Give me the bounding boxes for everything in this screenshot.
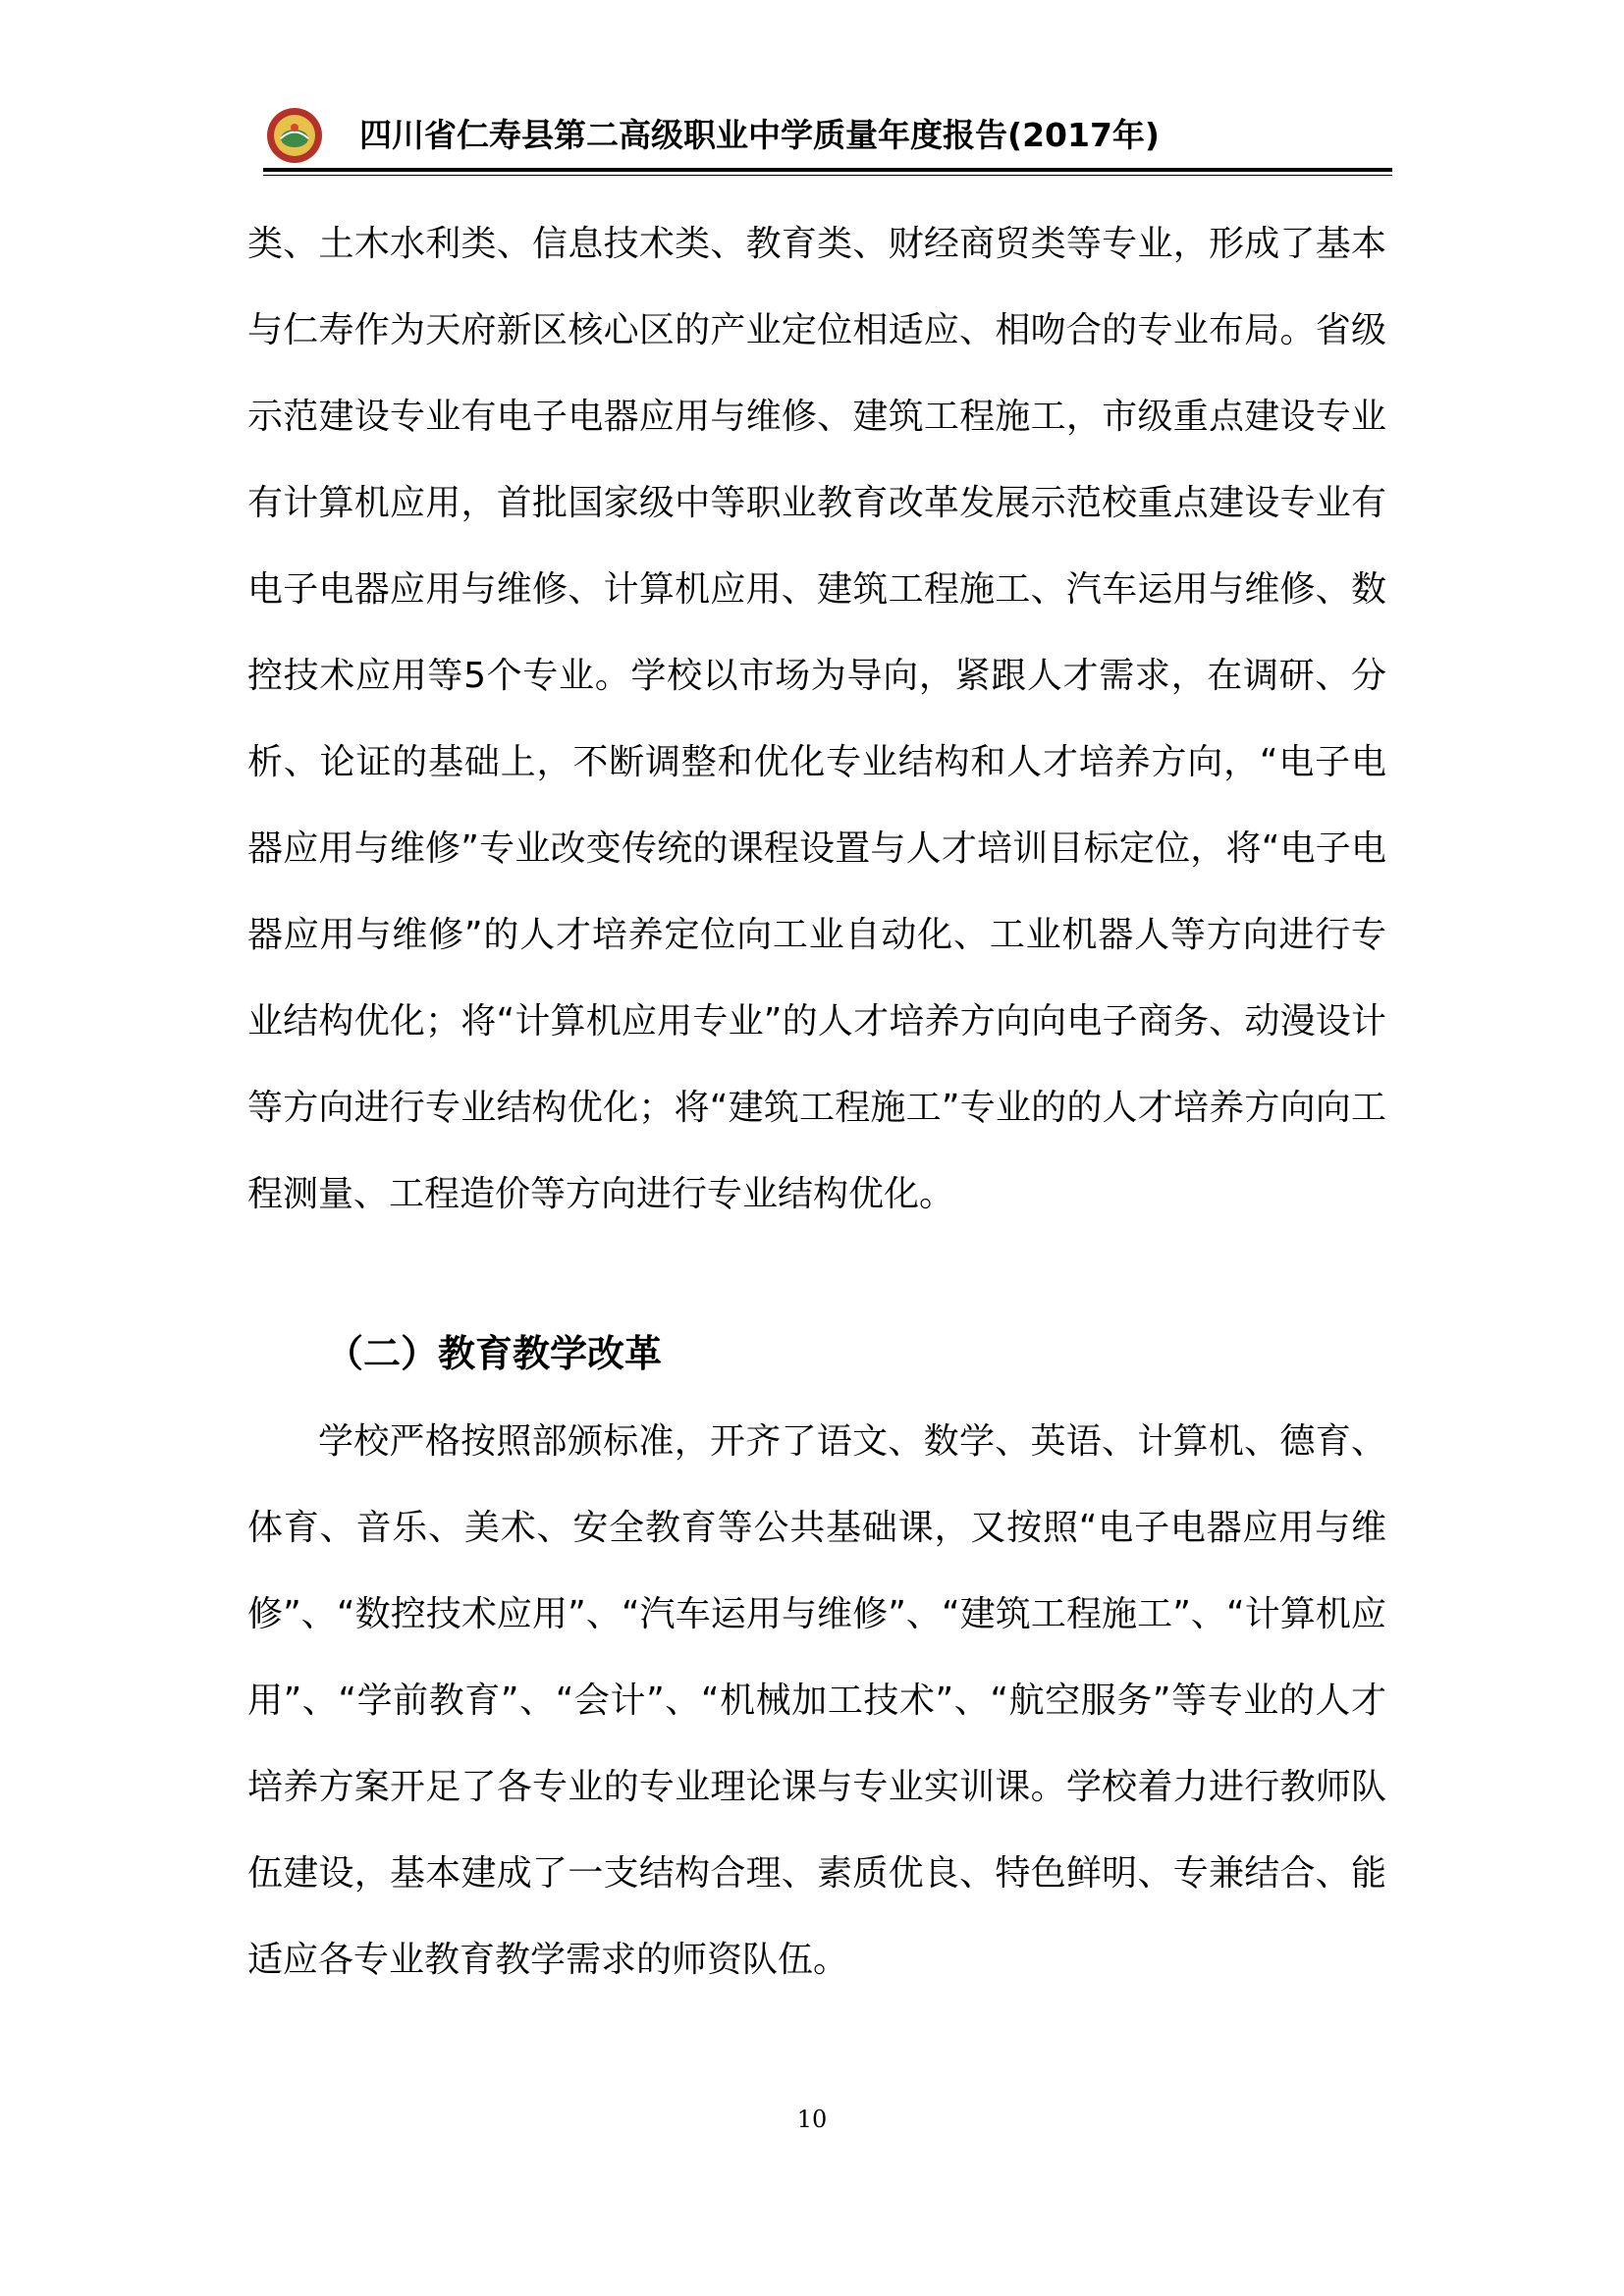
page-number: 10: [796, 2106, 828, 2133]
body-paragraph: 类、土木水利类、信息技术类、教育类、财经商贸类等专业，形成了基本与仁寿作为天府新区核心区的产业定位相适应、相吻合的专业布局。省级示范建设专业有电子电器应用与维修、建筑工程施工，市级重点建设专业有计算机应用，首批国家级中等职业教育改革发展示范校重点建设专业有电子电器应用与维修、计算机应用、建筑工程施工、汽车运用与维修、数控技术应用等5个专业。学校以市场为导向，紧跟人才需求，在调研、分析、论证的基础上，不断调整和优化专业结构和人才培养方向，“电子电器应用与维修”专业改变传统的课程设置与人才培训目标定位，将“电子电器应用与维修”的人才培养定位向工业自动化、工业机器人等方向进行专业结构优化；将“计算机应用专业”的人才培养方向向电子商务、动漫设计等方向进行专业结构优化；将“建筑工程施工”专业的的人才培养方向向工程测量、工程造价等方向进行专业结构优化。: [247, 224, 1386, 1214]
header-divider-thin: [263, 175, 1392, 176]
body-paragraph: 学校严格按照部颁标准，开齐了语文、数学、英语、计算机、德育、体育、音乐、美术、安全教育等公共基础课，又按照“电子电器应用与维修”、“数控技术应用”、“汽车运用与维修”、“建筑工程施工”、“计算机应用”、“学前教育”、“会计”、“机械加工技术”、“航空服务”等专业的人才培养方案开足了各专业的专业理论课与专业实训课。学校着力进行教师队伍建设，基本建成了一支结构合理、素质优良、特色鲜明、专兼结合、能适应各专业教育教学需求的师资队伍。: [247, 1421, 1386, 1980]
section-heading: （二）教育教学改革: [326, 1332, 663, 1375]
school-emblem-icon: [265, 106, 324, 165]
page-header: [263, 106, 1392, 171]
header-divider: [263, 168, 1392, 172]
header-title: 四川省仁寿县第二高级职业中学质量年度报告(2017年): [359, 116, 1161, 154]
